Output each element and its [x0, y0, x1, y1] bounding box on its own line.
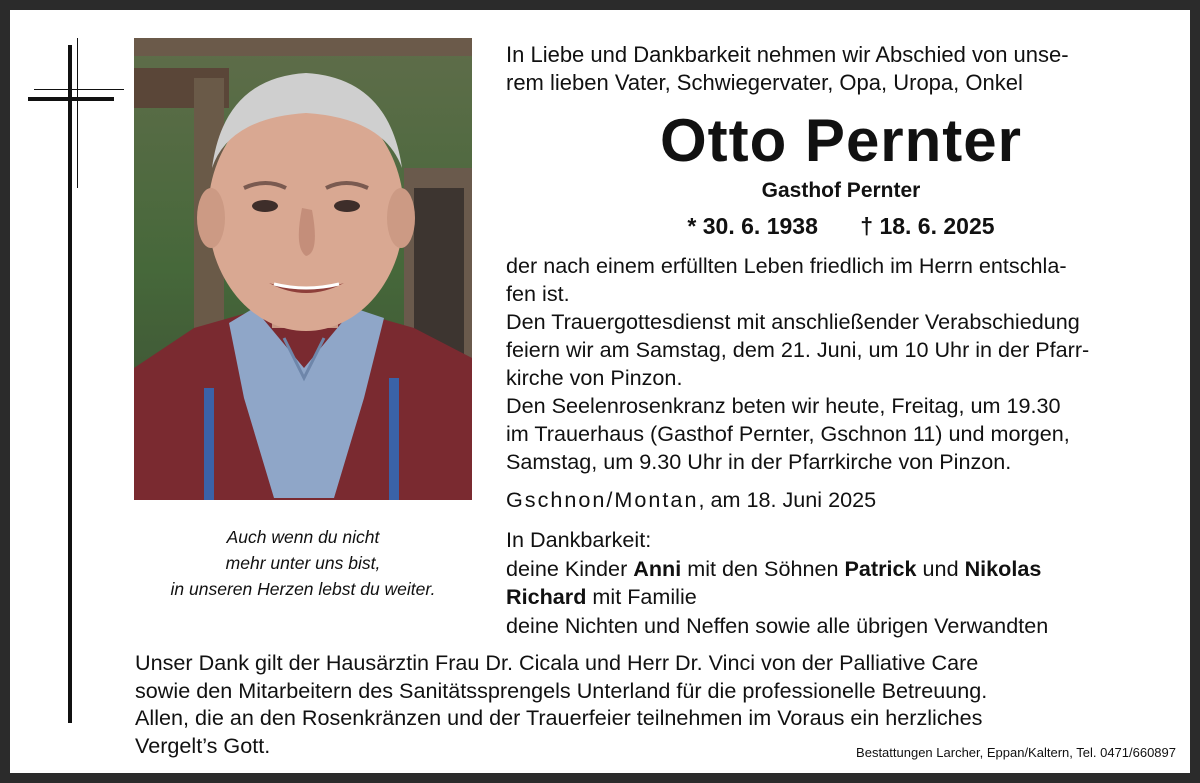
- cross-shadow-vertical: [77, 38, 78, 188]
- cross-icon: [68, 45, 72, 723]
- intro-line-1: In Liebe und Dankbarkeit nehmen wir Abschied von unse-: [506, 42, 1069, 67]
- body-line: Samstag, um 9.30 Uhr in der Pfarrkirche von Pinzon.: [506, 449, 1012, 474]
- portrait-illustration: [134, 38, 472, 500]
- richard-line: [506, 583, 1168, 612]
- body-line: feiern wir am Samstag, dem 21. Juni, um 10 Uhr in der Pfarr-: [506, 337, 1090, 362]
- funeral-home-credit: Bestattungen Larcher, Eppan/Kaltern, Tel. 0471/660897: [856, 745, 1176, 760]
- acknowledgement-line: Vergelt’s Gott.: [135, 732, 271, 758]
- caption-line: in unseren Herzen lebst du weiter.: [170, 579, 436, 599]
- child-name-anni: Anni: [633, 555, 682, 581]
- portrait-photo: [134, 38, 472, 500]
- grandson-name-nikolas: Nikolas: [964, 555, 1042, 581]
- cross-bar: [28, 97, 114, 101]
- richard-suffix: mit Familie: [586, 584, 697, 609]
- memorial-caption: [134, 524, 472, 602]
- intro-text: [506, 41, 1176, 97]
- place-and-date: [506, 487, 876, 513]
- body-line: kirche von Pinzon.: [506, 365, 683, 390]
- acknowledgement-line: Allen, die an den Rosenkränzen und der Trauerfeier teilnehmen im Voraus ein herzliches: [135, 705, 983, 730]
- deceased-subtitle: Gasthof Pernter: [761, 179, 921, 202]
- child-name-richard: Richard: [506, 584, 587, 609]
- mourners-list: [506, 526, 1168, 640]
- body-line: Den Seelenrosenkranz beten wir heute, Freitag, um 19.30: [506, 393, 1061, 418]
- cross-shadow-horizontal: [34, 89, 124, 90]
- caption-line: mehr unter uns bist,: [225, 553, 381, 573]
- place-location: Gschnon/Montan: [506, 487, 699, 512]
- sons-text: mit den Söhnen: [681, 555, 845, 581]
- body-line: der nach einem erfüllten Leben friedlich im Herrn entschla-: [506, 253, 1067, 278]
- life-dates: [506, 213, 1176, 240]
- body-line: fen ist.: [506, 281, 570, 306]
- acknowledgement-line: sowie den Mitarbeitern des Sanitätssprengels Unterland für die professionelle Betreuung.: [135, 677, 988, 703]
- birth-date: * 30. 6. 1938: [687, 213, 818, 239]
- acknowledgement-text: [135, 649, 1145, 759]
- body-line: im Trauerhaus (Gasthof Pernter, Gschnon 11) und morgen,: [506, 421, 1070, 446]
- deceased-name: Otto Pernter: [659, 107, 1023, 174]
- relatives-line: deine Nichten und Neffen sowie alle übrigen Verwandten: [506, 612, 1049, 638]
- children-line: [506, 555, 1168, 584]
- thanks-heading: In Dankbarkeit:: [506, 527, 652, 552]
- service-details: [506, 252, 1168, 476]
- grandson-name-patrick: Patrick: [844, 555, 917, 581]
- children-prefix: deine Kinder: [506, 555, 634, 581]
- body-line: Den Trauergottesdienst mit anschließender Verabschiedung: [506, 309, 1080, 334]
- place-date: , am 18. Juni 2025: [698, 487, 877, 512]
- intro-line-2: rem lieben Vater, Schwiegervater, Opa, Uropa, Onkel: [506, 70, 1023, 95]
- caption-line: Auch wenn du nicht: [226, 527, 380, 547]
- acknowledgement-line: Unser Dank gilt der Hausärztin Frau Dr. Cicala und Herr Dr. Vinci von der Palliative Care: [135, 650, 979, 675]
- death-date: † 18. 6. 2025: [860, 213, 995, 239]
- and-text: und: [916, 555, 965, 581]
